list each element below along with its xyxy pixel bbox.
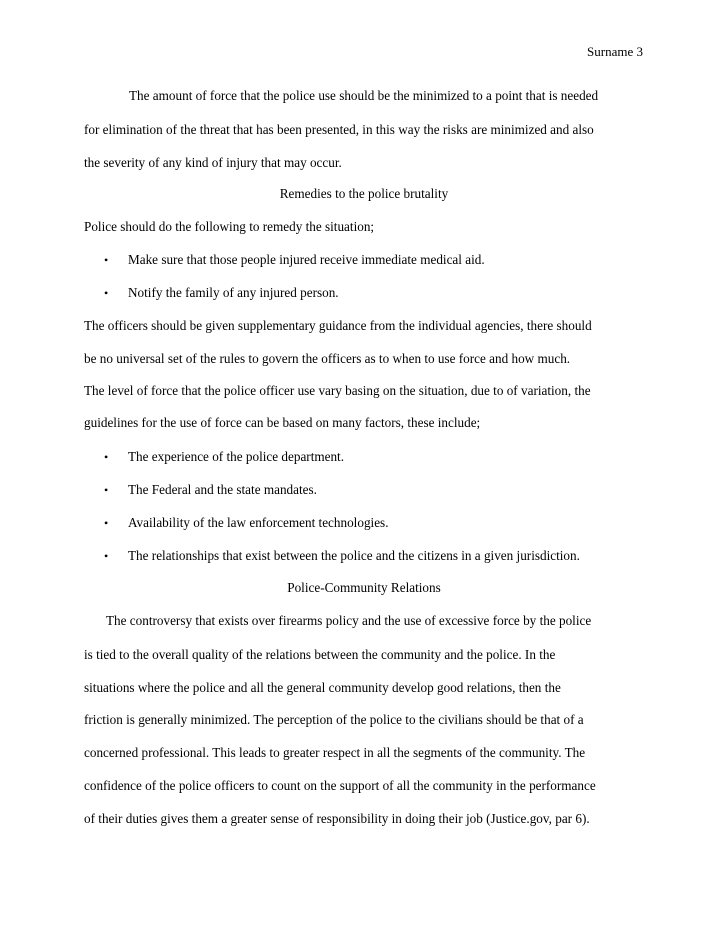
paragraph-line: for elimination of the threat that has been presented, in this way the risks are minimized and also [84,122,594,137]
paragraph-line: The controversy that exists over firearms policy and the use of excessive force by the police [106,613,592,628]
list-item [104,483,317,496]
paragraph-line: Police should do the following to remedy the situation; [84,219,375,234]
list-item-text: Notify the family of any injured person. [128,285,339,300]
section-heading: Police-Community Relations [287,580,441,595]
list-item [104,253,485,266]
list-item [104,450,344,463]
paragraph-line: friction is generally minimized. The perception of the police to the civilians should be that of a [84,712,584,727]
paragraph-line: is tied to the overall quality of the relations between the community and the police. In the [84,647,556,662]
bullet-icon: • [104,286,109,300]
paragraph-line: confidence of the police officers to count on the support of all the community in the performance [84,778,596,793]
running-head: Surname 3 [587,44,643,59]
list-item [104,549,580,562]
bullet-icon: • [104,450,109,464]
bullet-icon: • [104,516,109,530]
paragraph-line: of their duties gives them a greater sense of responsibility in doing their job (Justice.gov, par 6). [84,811,590,826]
paragraph-line: The amount of force that the police use should be the minimized to a point that is needed [129,88,599,103]
paragraph-line: The officers should be given supplementary guidance from the individual agencies, there should [84,318,592,333]
bullet-icon: • [104,549,109,563]
paragraph-line: The level of force that the police officer use vary basing on the situation, due to of variation, the [84,383,591,398]
list-item-text: The Federal and the state mandates. [128,482,317,497]
section-heading: Remedies to the police brutality [279,186,449,201]
list-item-text: Availability of the law enforcement technologies. [128,515,389,530]
bullet-icon: • [104,483,109,497]
bullet-icon: • [104,253,109,267]
list-item [104,516,388,529]
paragraph-line: concerned professional. This leads to greater respect in all the segments of the community. The [84,745,586,760]
list-item-text: The experience of the police department. [128,449,345,464]
paragraph-line: be no universal set of the rules to govern the officers as to when to use force and how much. [84,351,571,366]
paragraph-line: the severity of any kind of injury that may occur. [84,155,342,170]
paragraph-line: guidelines for the use of force can be based on many factors, these include; [84,415,481,430]
list-item-text: The relationships that exist between the police and the citizens in a given jurisdiction. [128,548,580,563]
list-item-text: Make sure that those people injured receive immediate medical aid. [128,252,485,267]
list-item [104,286,339,299]
paragraph-line: situations where the police and all the general community develop good relations, then the [84,680,561,695]
